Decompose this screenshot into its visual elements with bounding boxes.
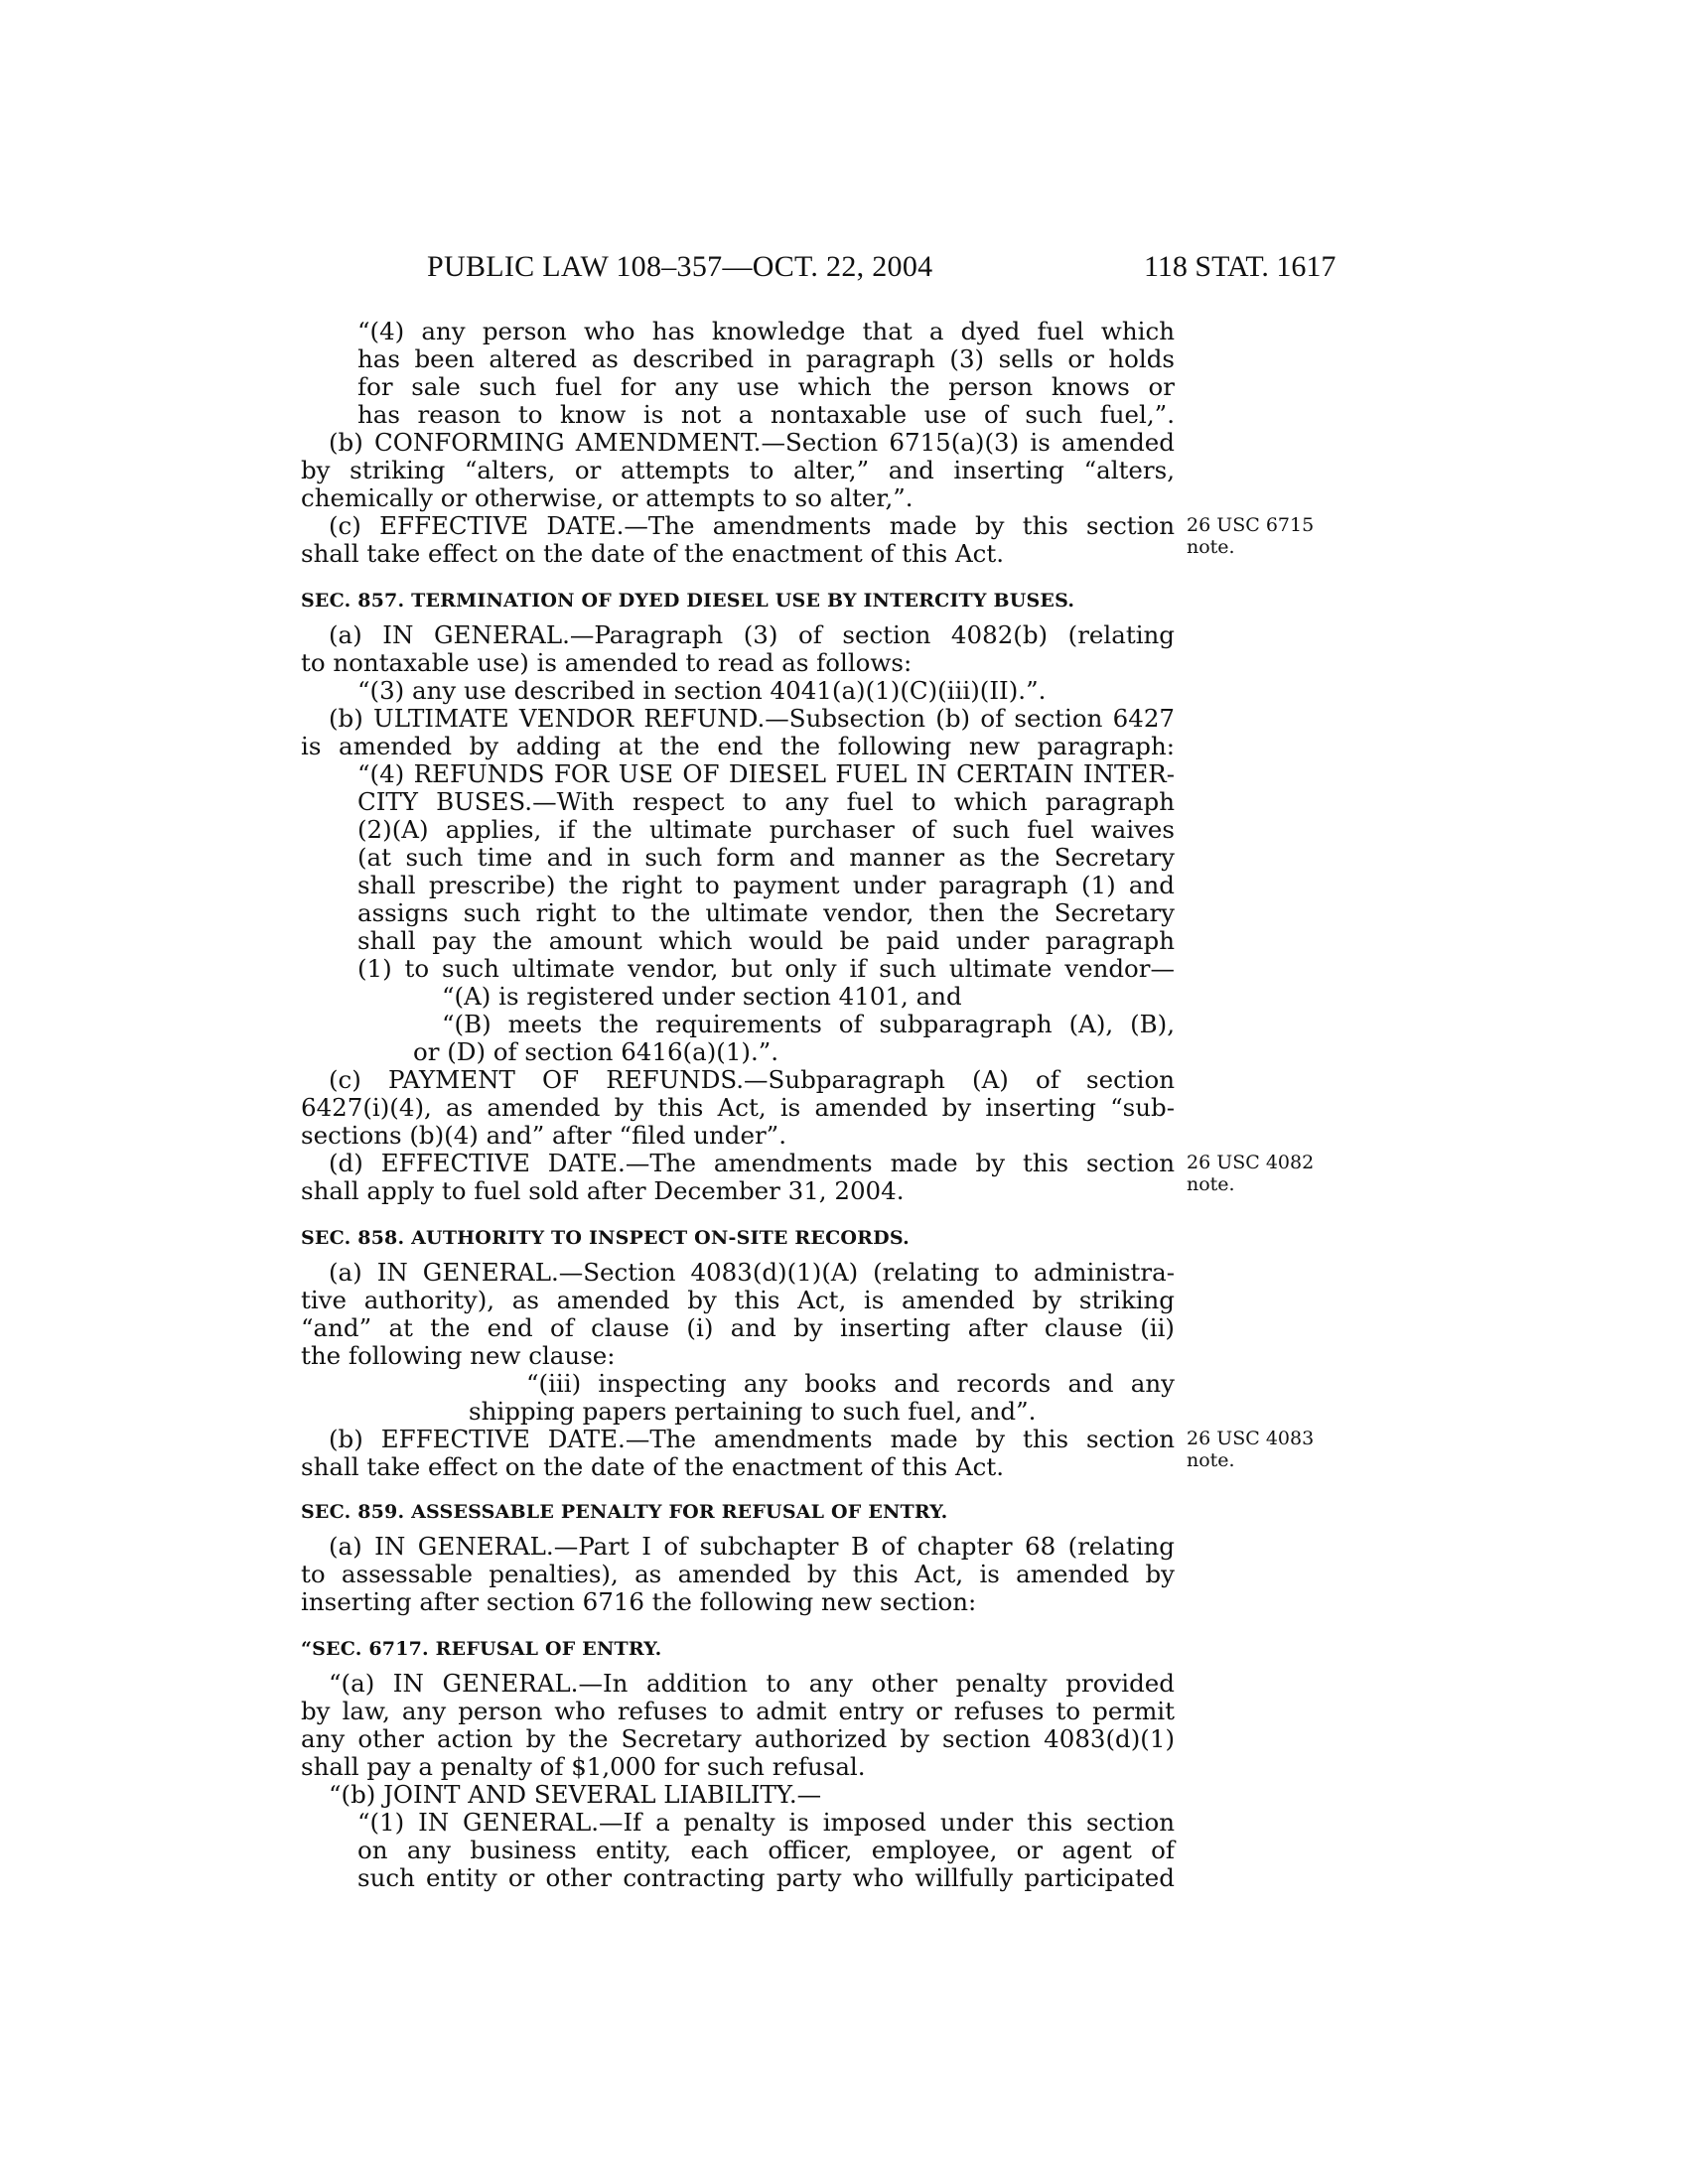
text-line: “(4) any person who has knowledge that a dyed fuel which (357, 317, 1175, 345)
section-heading: “SEC. 6717. REFUSAL OF ENTRY. (301, 1638, 662, 1660)
text-line: shall pay the amount which would be paid under paragraph (357, 926, 1175, 955)
section-heading: SEC. 859. ASSESSABLE PENALTY FOR REFUSAL OF ENTRY. (301, 1501, 948, 1523)
text-line: “(a) IN GENERAL.—In addition to any other penalty provided (329, 1669, 1175, 1698)
text-line: sections (b)(4) and” after “filed under”. (301, 1121, 786, 1150)
text-line: any other action by the Secretary authorized by section 4083(d)(1) (301, 1724, 1175, 1753)
text-line: (a) IN GENERAL.—Section 4083(d)(1)(A) (relating to administra- (329, 1258, 1175, 1287)
text-line: “(3) any use described in section 4041(a)(1)(C)(iii)(II).”. (357, 676, 1047, 705)
text-line: “(B) meets the requirements of subparagraph (A), (B), (442, 1010, 1175, 1038)
text-line: (c) PAYMENT OF REFUNDS.—Subparagraph (A) of section (329, 1065, 1175, 1094)
text-line: “(1) IN GENERAL.—If a penalty is imposed under this section (357, 1808, 1175, 1837)
text-line: has been altered as described in paragraph (3) sells or holds (357, 344, 1175, 373)
text-line: shall apply to fuel sold after December 31, 2004. (301, 1176, 905, 1205)
text-line: by law, any person who refuses to admit entry or refuses to permit (301, 1697, 1175, 1725)
margin-note: 26 USC 4083 note. (1187, 1428, 1315, 1471)
text-line: assigns such right to the ultimate vendor, then the Secretary (357, 898, 1175, 927)
text-line: shall prescribe) the right to payment under paragraph (1) and (357, 871, 1175, 899)
text-line: (a) IN GENERAL.—Paragraph (3) of section 4082(b) (relating (329, 620, 1175, 649)
text-line: or (D) of section 6416(a)(1).”. (413, 1037, 779, 1066)
text-line: shall pay a penalty of $1,000 for such refusal. (301, 1752, 866, 1781)
running-header-title: PUBLIC LAW 108–357—OCT. 22, 2004 (427, 250, 933, 283)
text-line: (b) ULTIMATE VENDOR REFUND.—Subsection (b) of section 6427 (329, 704, 1175, 733)
text-line: “(iii) inspecting any books and records and any (526, 1369, 1175, 1398)
text-line: shall take effect on the date of the enactment of this Act. (301, 1452, 1004, 1481)
text-line: by striking “alters, or attempts to alter,” and inserting “alters, (301, 456, 1175, 484)
text-line: to nontaxable use) is amended to read as follows: (301, 648, 913, 677)
text-line: “and” at the end of clause (i) and by inserting after clause (ii) (301, 1313, 1175, 1342)
text-line: is amended by adding at the end the following new paragraph: (301, 732, 1175, 760)
text-line: “(b) JOINT AND SEVERAL LIABILITY.— (329, 1780, 822, 1809)
text-line: shipping papers pertaining to such fuel, and”. (469, 1397, 1037, 1426)
text-line: has reason to know is not a nontaxable use of such fuel,”. (357, 400, 1175, 429)
text-line: “(A) is registered under section 4101, and (442, 982, 962, 1011)
text-line: for sale such fuel for any use which the person knows or (357, 372, 1175, 401)
text-line: tive authority), as amended by this Act, is amended by striking (301, 1286, 1175, 1314)
text-line: (a) IN GENERAL.—Part I of subchapter B of chapter 68 (relating (329, 1532, 1175, 1561)
text-line: on any business entity, each officer, employee, or agent of (357, 1836, 1175, 1864)
text-line: shall take effect on the date of the enactment of this Act. (301, 539, 1004, 568)
text-line: 6427(i)(4), as amended by this Act, is amended by inserting “sub- (301, 1093, 1175, 1122)
text-line: (at such time and in such form and manner as the Secretary (357, 843, 1175, 872)
text-line: (d) EFFECTIVE DATE.—The amendments made by this section (329, 1149, 1175, 1177)
text-line: inserting after section 6716 the following new section: (301, 1587, 977, 1616)
text-line: the following new clause: (301, 1341, 616, 1370)
text-line: CITY BUSES.—With respect to any fuel to which paragraph (357, 787, 1175, 816)
margin-note: 26 USC 4082 note. (1187, 1152, 1315, 1195)
section-heading: SEC. 857. TERMINATION OF DYED DIESEL USE BY INTERCITY BUSES. (301, 590, 1075, 612)
section-heading: SEC. 858. AUTHORITY TO INSPECT ON-SITE RECORDS. (301, 1227, 910, 1249)
text-line: “(4) REFUNDS FOR USE OF DIESEL FUEL IN CERTAIN INTER- (357, 759, 1175, 788)
text-line: chemically or otherwise, or attempts to so alter,”. (301, 483, 914, 512)
text-line: (b) EFFECTIVE DATE.—The amendments made by this section (329, 1425, 1175, 1453)
text-line: (c) EFFECTIVE DATE.—The amendments made by this section (329, 511, 1175, 540)
statute-page-number: 118 STAT. 1617 (1144, 250, 1336, 283)
text-line: to assessable penalties), as amended by this Act, is amended by (301, 1560, 1175, 1588)
margin-note: 26 USC 6715 note. (1187, 514, 1315, 558)
text-line: (1) to such ultimate vendor, but only if such ultimate vendor— (357, 954, 1175, 983)
text-line: (b) CONFORMING AMENDMENT.—Section 6715(a)(3) is amended (329, 428, 1175, 457)
text-line: such entity or other contracting party who willfully participated (357, 1863, 1175, 1892)
text-line: (2)(A) applies, if the ultimate purchaser of such fuel waives (357, 815, 1175, 844)
